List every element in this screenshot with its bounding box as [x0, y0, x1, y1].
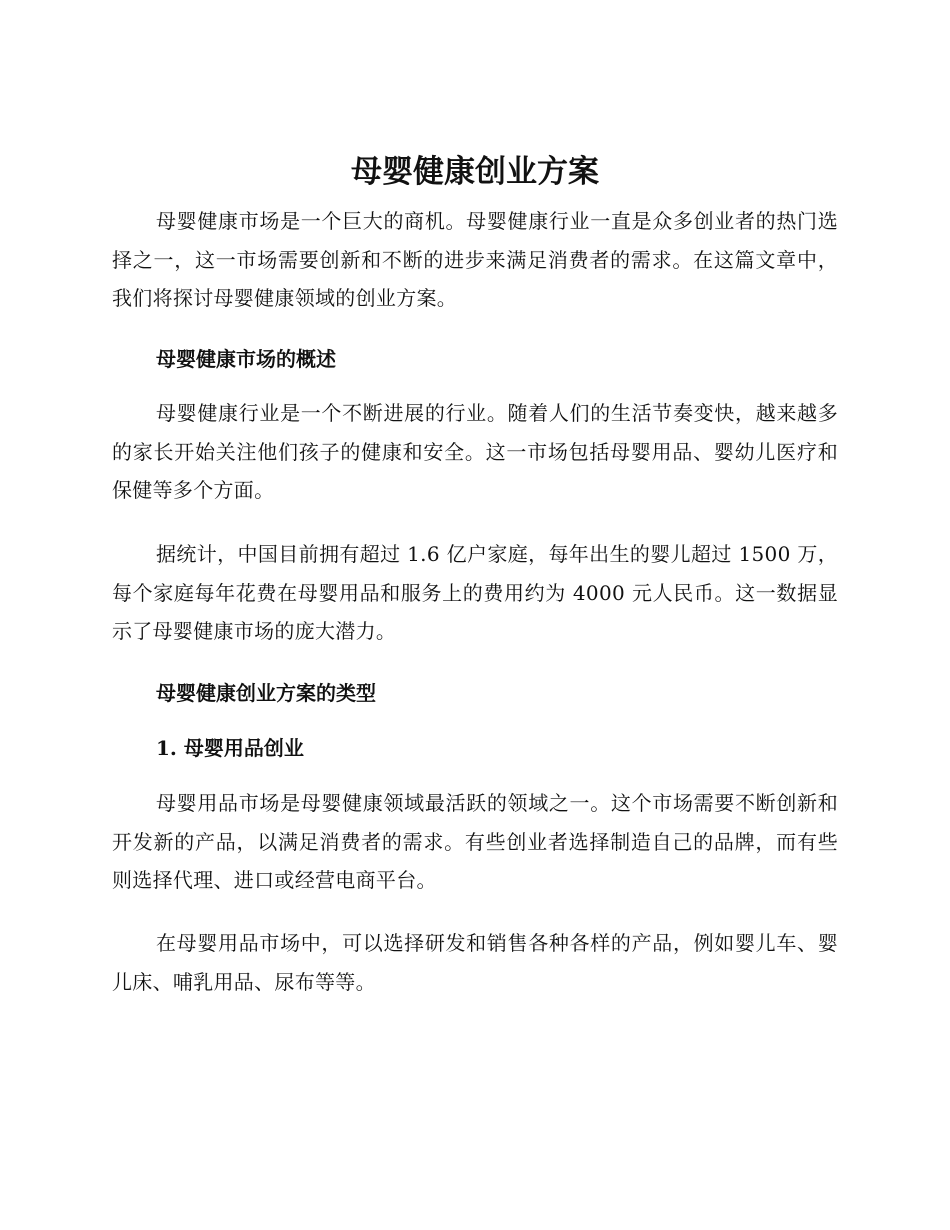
- section-heading-overview: 母婴健康市场的概述: [156, 347, 336, 371]
- overview-paragraph-2: 据统计，中国目前拥有超过 1.6 亿户家庭，每年出生的婴儿超过 1500 万，每个家庭每年花费在母婴用品和服务上的费用约为 4000 元人民币。这一数据显示了母婴健康市场的庞大潜力。: [112, 542, 838, 643]
- products-paragraph-1: 母婴用品市场是母婴健康领域最活跃的领域之一。这个市场需要不断创新和开发新的产品，以满足消费者的需求。有些创业者选择制造自己的品牌，而有些则选择代理、进口或经营电商平台。: [112, 791, 838, 892]
- products-paragraph-2: 在母婴用品市场中，可以选择研发和销售各种各样的产品，例如婴儿车、婴儿床、哺乳用品、尿布等等。: [112, 931, 838, 994]
- subsection-heading-products: 1. 母婴用品创业: [156, 736, 304, 760]
- section-heading-types: 母婴健康创业方案的类型: [156, 681, 376, 705]
- overview-paragraph-1: 母婴健康行业是一个不断进展的行业。随着人们的生活节奏变快，越来越多的家长开始关注他们孩子的健康和安全。这一市场包括母婴用品、婴幼儿医疗和保健等多个方面。: [112, 401, 838, 502]
- document-title: 母婴健康创业方案: [351, 154, 599, 190]
- intro-paragraph: 母婴健康市场是一个巨大的商机。母婴健康行业一直是众多创业者的热门选择之一，这一市场需要创新和不断的进步来满足消费者的需求。在这篇文章中，我们将探讨母婴健康领域的创业方案。: [112, 209, 838, 310]
